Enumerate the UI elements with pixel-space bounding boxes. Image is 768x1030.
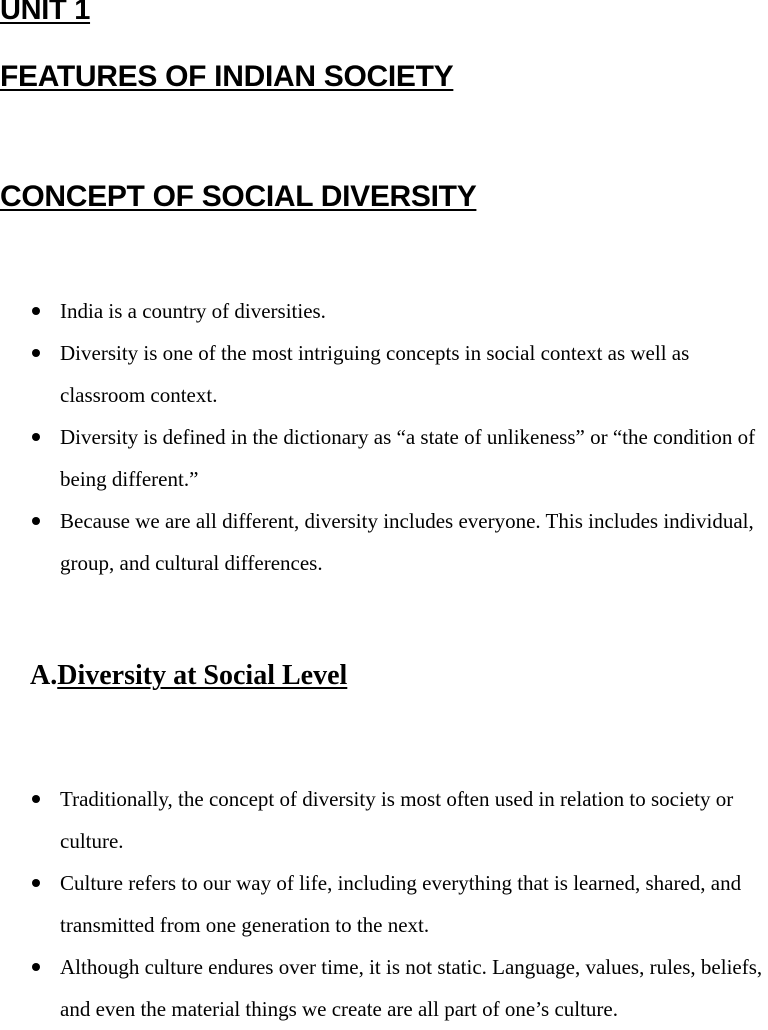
bullet-text: Culture refers to our way of life, including everything that is learned, shared, and transmitted from one generation to the next.: [60, 871, 742, 937]
list-item: [0, 862, 768, 946]
page-title: FEATURES OF INDIAN SOCIETY: [0, 60, 454, 93]
section-a-title: Diversity at Social Level: [57, 660, 348, 691]
section-a-bullet-list: [0, 778, 768, 1030]
concept-heading: CONCEPT OF SOCIAL DIVERSITY: [0, 180, 477, 213]
list-item: [0, 500, 768, 584]
bullet-icon: [32, 517, 40, 525]
section-a-prefix: A.: [30, 660, 58, 691]
list-item: [0, 416, 768, 500]
section-a-heading: [30, 660, 347, 692]
list-item: [0, 290, 768, 332]
intro-bullet-list: [0, 290, 768, 584]
bullet-text: Although culture endures over time, it is not static. Language, values, rules, beliefs, and even the material things we create are all part of one’s culture.: [60, 955, 763, 1021]
bullet-text: India is a country of diversities.: [60, 299, 326, 323]
bullet-text: Traditionally, the concept of diversity is most often used in relation to society or culture.: [60, 787, 734, 853]
bullet-icon: [32, 963, 40, 971]
bullet-icon: [32, 433, 40, 441]
bullet-text: Diversity is defined in the dictionary as “a state of unlikeness” or “the condition of being different.”: [60, 425, 756, 491]
bullet-icon: [32, 307, 40, 315]
unit-heading: UNIT 1: [0, 0, 91, 26]
bullet-text: Diversity is one of the most intriguing concepts in social context as well as classroom context.: [60, 341, 690, 407]
bullet-icon: [32, 879, 40, 887]
bullet-text: Because we are all different, diversity includes everyone. This includes individual, group, and cultural differences.: [60, 509, 754, 575]
list-item: [0, 778, 768, 862]
bullet-icon: [32, 795, 40, 803]
list-item: [0, 332, 768, 416]
bullet-icon: [32, 349, 40, 357]
list-item: [0, 946, 768, 1030]
